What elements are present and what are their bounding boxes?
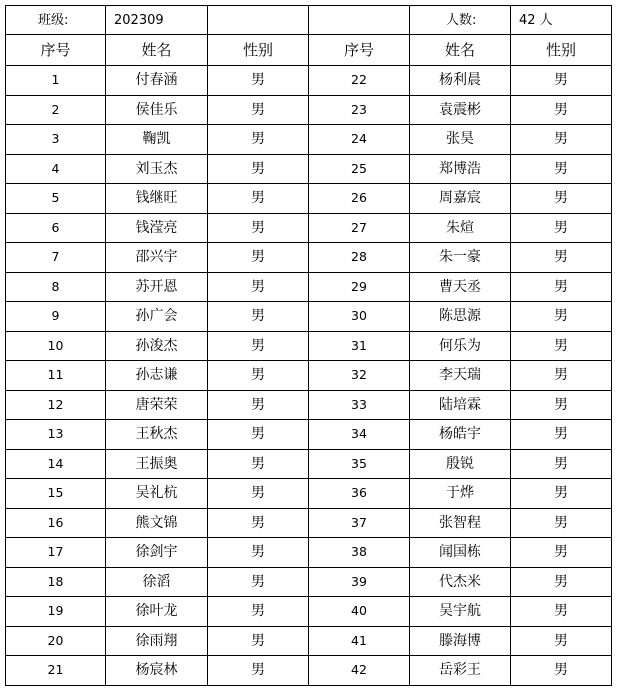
class-label: 班级: [6, 6, 106, 35]
student-name: 付春涵 [106, 66, 208, 96]
student-name: 徐滔 [106, 567, 208, 597]
student-number: 30 [309, 302, 410, 332]
table-row [6, 656, 612, 686]
student-name: 陆培霖 [410, 390, 511, 420]
student-gender: 男 [511, 479, 612, 509]
student-number: 11 [6, 361, 106, 391]
header-name-left: 姓名 [106, 35, 208, 66]
student-name: 朱煊 [410, 213, 511, 243]
student-gender: 男 [208, 567, 309, 597]
student-name: 钱滢亮 [106, 213, 208, 243]
student-gender: 男 [208, 449, 309, 479]
student-gender: 男 [208, 538, 309, 568]
student-number: 35 [309, 449, 410, 479]
student-name: 钱继旺 [106, 184, 208, 214]
student-name: 殷锐 [410, 449, 511, 479]
student-gender: 男 [208, 154, 309, 184]
student-number: 10 [6, 331, 106, 361]
student-number: 41 [309, 626, 410, 656]
student-number: 39 [309, 567, 410, 597]
student-name: 邵兴宇 [106, 243, 208, 273]
student-name: 张智程 [410, 508, 511, 538]
student-gender: 男 [511, 538, 612, 568]
student-number: 6 [6, 213, 106, 243]
student-number: 21 [6, 656, 106, 686]
student-name: 孙广会 [106, 302, 208, 332]
student-name: 徐雨翔 [106, 626, 208, 656]
student-number: 2 [6, 95, 106, 125]
student-number: 18 [6, 567, 106, 597]
empty-cell [309, 6, 410, 35]
student-gender: 男 [511, 449, 612, 479]
student-gender: 男 [511, 302, 612, 332]
student-gender: 男 [511, 125, 612, 155]
table-row [6, 479, 612, 509]
student-gender: 男 [208, 302, 309, 332]
student-name: 杨利晨 [410, 66, 511, 96]
student-gender: 男 [511, 184, 612, 214]
student-number: 19 [6, 597, 106, 627]
student-number: 42 [309, 656, 410, 686]
student-gender: 男 [208, 597, 309, 627]
header-gender-right: 性别 [511, 35, 612, 66]
table-row [6, 597, 612, 627]
student-number: 33 [309, 390, 410, 420]
table-row [6, 449, 612, 479]
student-name: 王振奥 [106, 449, 208, 479]
table-row [6, 361, 612, 391]
student-name: 徐剑宇 [106, 538, 208, 568]
table-row [6, 154, 612, 184]
student-number: 22 [309, 66, 410, 96]
table-row [6, 95, 612, 125]
student-gender: 男 [208, 243, 309, 273]
student-name: 孙志谦 [106, 361, 208, 391]
table-row [6, 272, 612, 302]
student-name: 李天瑞 [410, 361, 511, 391]
student-name: 唐荣荣 [106, 390, 208, 420]
student-number: 15 [6, 479, 106, 509]
student-gender: 男 [208, 66, 309, 96]
student-number: 26 [309, 184, 410, 214]
student-number: 5 [6, 184, 106, 214]
student-gender: 男 [208, 272, 309, 302]
student-gender: 男 [511, 390, 612, 420]
student-name: 郑博浩 [410, 154, 511, 184]
student-gender: 男 [208, 656, 309, 686]
student-name: 苏开恩 [106, 272, 208, 302]
student-name: 吴礼杭 [106, 479, 208, 509]
student-number: 8 [6, 272, 106, 302]
student-number: 24 [309, 125, 410, 155]
roster-body [6, 6, 612, 686]
student-name: 代杰米 [410, 567, 511, 597]
student-number: 38 [309, 538, 410, 568]
student-name: 杨皓宇 [410, 420, 511, 450]
student-gender: 男 [208, 213, 309, 243]
student-gender: 男 [208, 184, 309, 214]
student-name: 何乐为 [410, 331, 511, 361]
table-row [6, 508, 612, 538]
student-gender: 男 [208, 626, 309, 656]
roster-table [5, 5, 612, 686]
student-gender: 男 [511, 213, 612, 243]
header-seq-right: 序号 [309, 35, 410, 66]
header-seq-left: 序号 [6, 35, 106, 66]
student-gender: 男 [511, 154, 612, 184]
table-row [6, 302, 612, 332]
empty-cell [208, 6, 309, 35]
student-name: 陈思源 [410, 302, 511, 332]
table-row [6, 390, 612, 420]
student-gender: 男 [208, 95, 309, 125]
student-number: 28 [309, 243, 410, 273]
student-name: 朱一豪 [410, 243, 511, 273]
student-number: 4 [6, 154, 106, 184]
student-name: 于烨 [410, 479, 511, 509]
column-header-row [6, 35, 612, 66]
student-name: 周嘉宸 [410, 184, 511, 214]
student-gender: 男 [511, 656, 612, 686]
student-gender: 男 [511, 243, 612, 273]
table-row [6, 243, 612, 273]
student-name: 张昊 [410, 125, 511, 155]
student-number: 17 [6, 538, 106, 568]
student-gender: 男 [208, 390, 309, 420]
student-name: 岳彩王 [410, 656, 511, 686]
student-name: 刘玉杰 [106, 154, 208, 184]
count-value: 42 人 [511, 6, 612, 35]
student-gender: 男 [208, 331, 309, 361]
class-roster-sheet [5, 5, 612, 686]
table-row [6, 66, 612, 96]
student-number: 34 [309, 420, 410, 450]
student-gender: 男 [511, 508, 612, 538]
class-info-row [6, 6, 612, 35]
student-number: 9 [6, 302, 106, 332]
table-row [6, 538, 612, 568]
student-name: 孙浚杰 [106, 331, 208, 361]
student-name: 滕海博 [410, 626, 511, 656]
student-number: 37 [309, 508, 410, 538]
student-name: 杨宸林 [106, 656, 208, 686]
student-number: 1 [6, 66, 106, 96]
student-name: 闻国栋 [410, 538, 511, 568]
table-row [6, 626, 612, 656]
student-number: 20 [6, 626, 106, 656]
count-label: 人数: [410, 6, 511, 35]
student-gender: 男 [511, 597, 612, 627]
student-gender: 男 [511, 361, 612, 391]
table-row [6, 213, 612, 243]
header-gender-left: 性别 [208, 35, 309, 66]
student-number: 14 [6, 449, 106, 479]
student-gender: 男 [208, 361, 309, 391]
student-number: 32 [309, 361, 410, 391]
student-number: 16 [6, 508, 106, 538]
header-name-right: 姓名 [410, 35, 511, 66]
student-gender: 男 [511, 420, 612, 450]
student-number: 3 [6, 125, 106, 155]
student-name: 袁震彬 [410, 95, 511, 125]
student-gender: 男 [208, 508, 309, 538]
student-number: 23 [309, 95, 410, 125]
student-gender: 男 [208, 479, 309, 509]
student-number: 40 [309, 597, 410, 627]
table-row [6, 331, 612, 361]
student-gender: 男 [511, 331, 612, 361]
table-row [6, 125, 612, 155]
student-gender: 男 [511, 626, 612, 656]
student-gender: 男 [511, 95, 612, 125]
student-number: 31 [309, 331, 410, 361]
student-number: 27 [309, 213, 410, 243]
student-number: 13 [6, 420, 106, 450]
student-name: 侯佳乐 [106, 95, 208, 125]
student-name: 吴宇航 [410, 597, 511, 627]
student-number: 36 [309, 479, 410, 509]
student-number: 7 [6, 243, 106, 273]
student-name: 鞠凯 [106, 125, 208, 155]
table-row [6, 420, 612, 450]
table-row [6, 184, 612, 214]
student-gender: 男 [208, 125, 309, 155]
student-gender: 男 [511, 567, 612, 597]
class-value: 202309 [106, 6, 208, 35]
student-number: 12 [6, 390, 106, 420]
student-gender: 男 [511, 66, 612, 96]
student-name: 熊文锦 [106, 508, 208, 538]
student-name: 曹天丞 [410, 272, 511, 302]
student-number: 29 [309, 272, 410, 302]
student-gender: 男 [511, 272, 612, 302]
table-row [6, 567, 612, 597]
student-number: 25 [309, 154, 410, 184]
student-gender: 男 [208, 420, 309, 450]
student-name: 王秋杰 [106, 420, 208, 450]
student-name: 徐叶龙 [106, 597, 208, 627]
